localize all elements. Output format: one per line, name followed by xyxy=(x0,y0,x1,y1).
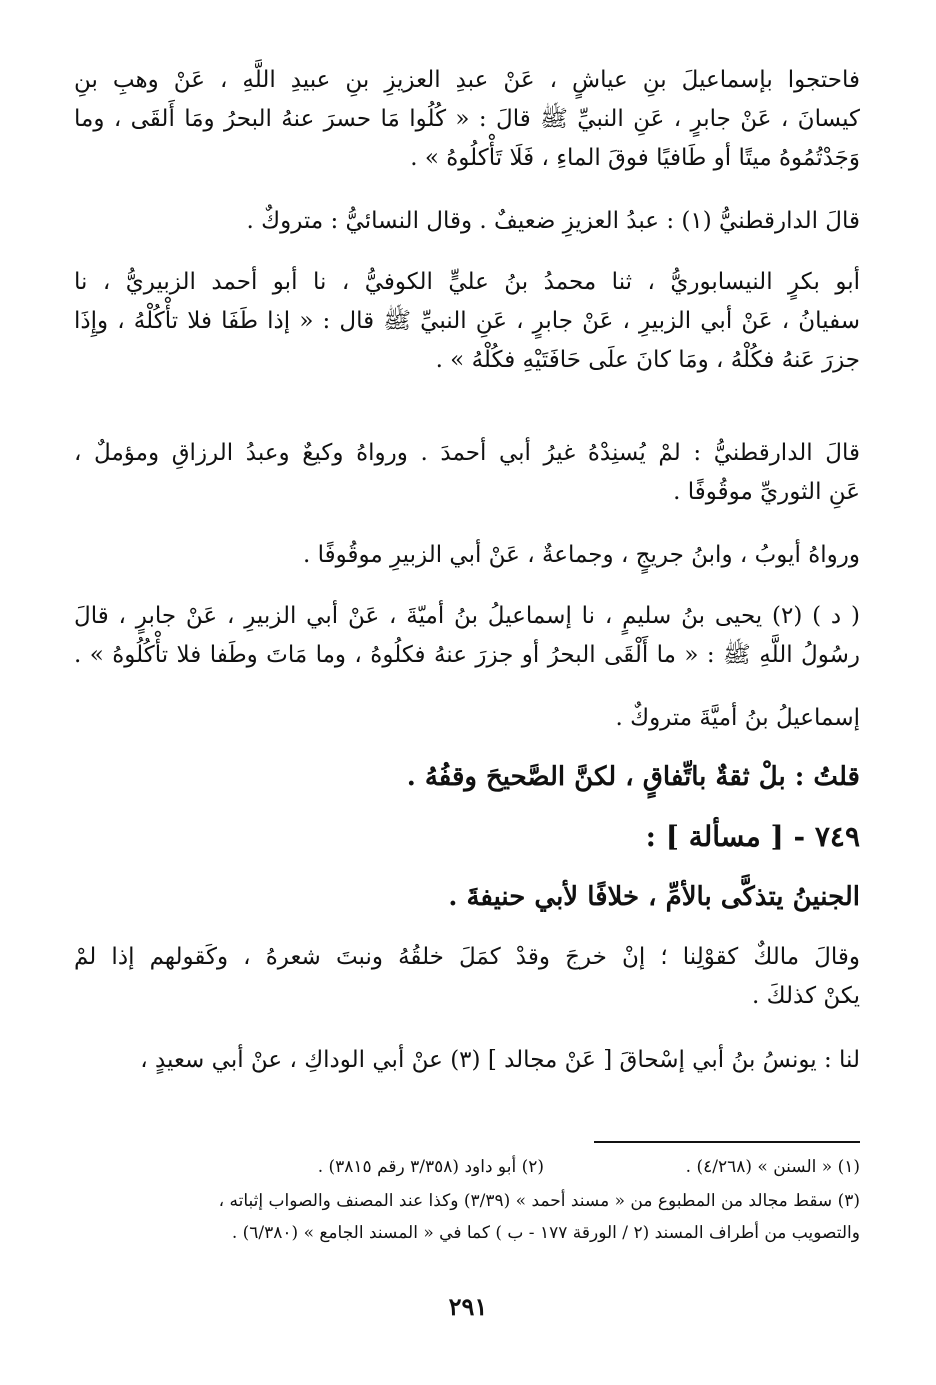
footnote-3-line-2: والتصويب من أطراف المسند (٢ / الورقة ١٧٧ - ب ) كما في « المسند الجامع » (٦/٣٨٠) . xyxy=(231,1223,860,1243)
comment-line: قلتُ : بلْ ثقةٌ باتِّفاقٍ ، لكنَّ الصَّحيحَ وقفُهُ . xyxy=(406,762,860,792)
footnote-3-line-1: (٣) سقط مجالد من المطبوع من « مسند أحمد » (٣/٣٩) وكذا عند المصنف والصواب إثباته ، xyxy=(218,1191,860,1211)
footnote-separator xyxy=(594,1141,860,1143)
text-line-10: ورواهُ أيوبُ ، وابنُ جريجٍ ، وجماعةٌ ، عَنْ أبي الزبيرِ موقُوفًا . xyxy=(302,542,860,568)
text-line-9: عَنِ الثوريِّ موقُوفًا . xyxy=(673,479,860,505)
text-line-18: يكنْ كذلكَ . xyxy=(752,983,860,1009)
text-line-17: وقالَ مالكٌ كقوْلِنا ؛ إنْ خرجَ وقدْ كمَلَ خلقُهُ ونبتَ شعرهُ ، وكَقولهم إذا لمْ xyxy=(74,944,860,970)
text-line-11: ( د ) (٢) يحيى بنُ سليمٍ ، نا إسماعيلُ بنُ أميّةَ ، عَنْ أبي الزبيرِ ، عَنْ جابرٍ ، قالَ xyxy=(74,603,860,629)
section-heading: ٧٤٩ - [ مسألة ] : xyxy=(645,820,860,853)
text-line-12: رسُولُ اللَّهِ ﷺ : « ما أَلْقَى البحرُ أو جزرَ عنهُ فكلُوهُ ، وما مَاتَ وطَفا فلا تأْكُلُوهُ » . xyxy=(74,642,860,668)
text-line-7: جزرَ عَنهُ فكُلْهُ ، ومَا كانَ علَى حَافَتَيْهِ فكُلْهُ » . xyxy=(435,347,860,373)
text-line-5: أبو بكرٍ النيسابوريُّ ، ثنا محمدُ بنُ عليٍّ الكوفيُّ ، نا أبو أحمد الزبيريُّ ، نا xyxy=(74,269,860,295)
text-line-2: كيسانَ ، عَنْ جابرٍ ، عَنِ النبيِّ ﷺ قالَ : « كُلُوا مَا حسرَ عنهُ البحرُ ومَا أَلقَى ، وما xyxy=(74,106,860,132)
text-line-4: قالَ الدارقطنيُّ (١) : عبدُ العزيزِ ضعيفٌ . وقال النسائيُّ : متروكٌ . xyxy=(246,208,860,234)
footnote-2: (٢) أبو داود (٣/٣٥٨ رقم ٣٨١٥) . xyxy=(317,1157,544,1177)
text-line-3: وَجَدْتُمُوهُ ميتًا أو طَافيًا فوقَ الماءِ ، فَلَا تَأْكلُوهُ » . xyxy=(410,145,860,171)
page-number: ٢٩١ xyxy=(448,1292,488,1321)
text-line-6: سفيانُ ، عَنْ أبي الزبيرِ ، عَنْ جابرٍ ، عَنِ النبيِّ ﷺ قال : « إذا طَفَا فلا تأْكُلْهُ ، وإِذَا xyxy=(74,308,860,334)
footnotes-row-1 xyxy=(74,1153,860,1181)
footnote-1: (١) « السنن » (٤/٢٦٨) . xyxy=(685,1157,860,1177)
text-line-8: قالَ الدارقطنيُّ : لمْ يُسنِدْهُ غيرُ أبي أحمدَ . ورواهُ وكيعٌ وعبدُ الرزاقِ ومؤملٌ ، xyxy=(74,440,860,466)
text-line-1: فاحتجوا بإسماعيلَ بنِ عياشٍ ، عَنْ عبدِ العزيزِ بنِ عبيدِ اللَّهِ ، عَنْ وهبِ بنِ xyxy=(74,67,860,93)
text-line-19: لنا : يونسُ بنُ أبي إسْحاقَ [ عَنْ مجالد ] (٣) عنْ أبي الوداكِ ، عنْ أبي سعيدٍ ، xyxy=(140,1047,860,1073)
text-line-13: إسماعيلُ بنُ أميَّةَ متروكٌ . xyxy=(615,705,860,731)
section-statement: الجنينُ يتذكَّى بالأمِّ ، خلافًا لأبي حنيفةَ . xyxy=(448,882,860,912)
